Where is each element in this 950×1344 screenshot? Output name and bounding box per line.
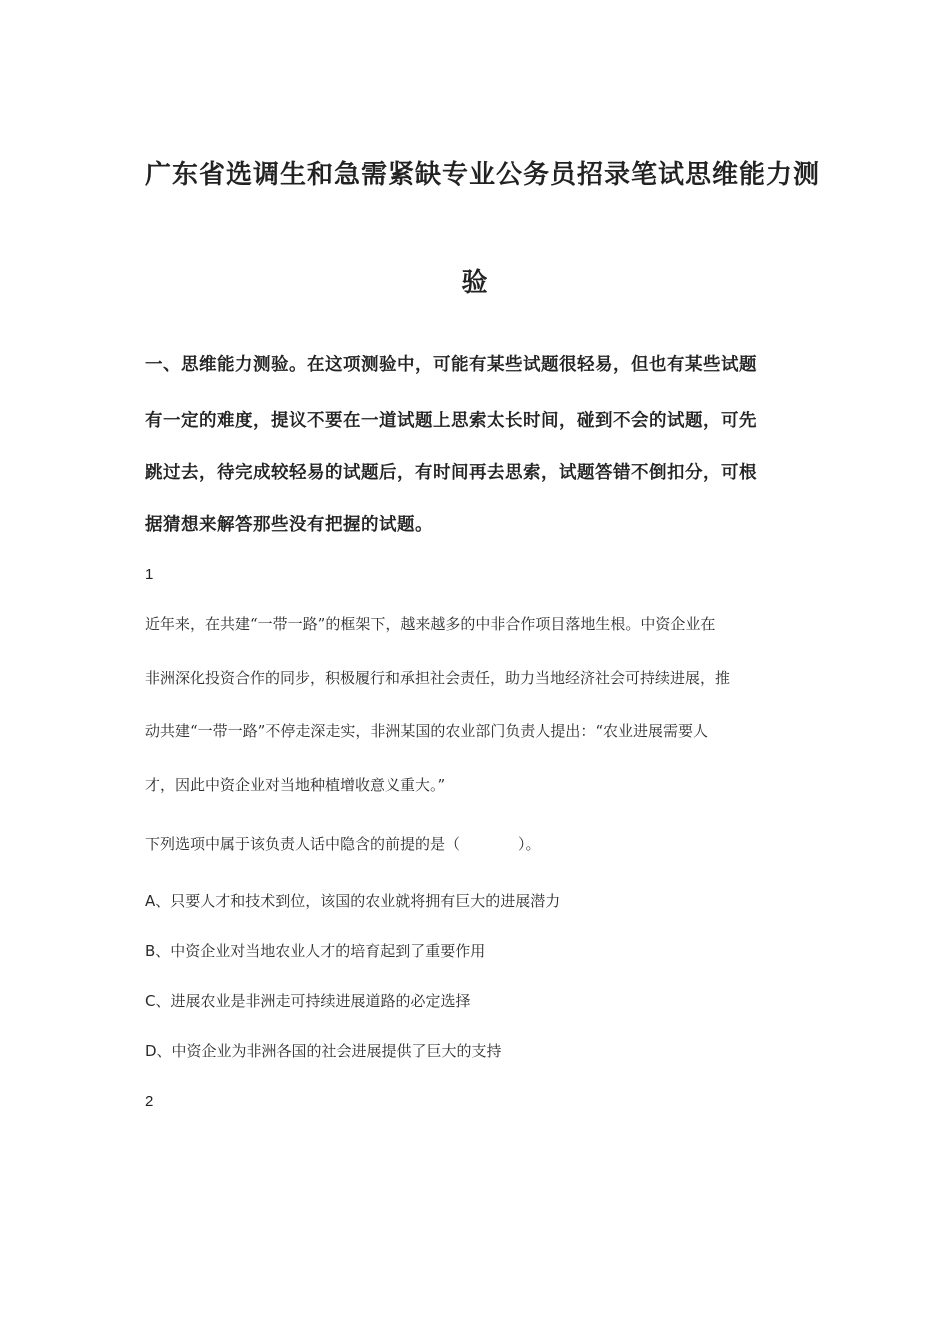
instructions-line-3: 跳过去，待完成较轻易的试题后，有时间再去思索，试题答错不倒扣分，可根 — [145, 463, 757, 483]
question-1-prompt-close: ）。 — [518, 835, 541, 853]
question-1-passage-line-1: 近年来，在共建“一带一路”的框架下，越来越多的中非合作项目落地生根。中资企业在 — [145, 615, 716, 633]
question-1-option-d: D、中资企业为非洲各国的社会进展提供了巨大的支持 — [145, 1042, 502, 1060]
document-title-line-2: 验 — [461, 268, 489, 298]
question-1-passage-line-3: 动共建“一带一路”不停走深走实，非洲某国的农业部门负责人提出：“农业进展需要人 — [145, 722, 709, 740]
question-1-prompt — [145, 834, 805, 854]
question-number-1: 1 — [145, 566, 154, 583]
document-title-line-1: 广东省选调生和急需紧缺专业公务员招录笔试思维能力测 — [145, 160, 821, 190]
question-1-prompt-text: 下列选项中属于该负责人话中隐含的前提的是（ — [145, 835, 461, 853]
instructions-line-4: 据猜想来解答那些没有把握的试题。 — [145, 515, 433, 535]
question-number-2: 2 — [145, 1093, 154, 1110]
instructions-line-2: 有一定的难度，提议不要在一道试题上思索太长时间，碰到不会的试题，可先 — [145, 411, 757, 431]
question-1-option-b: B、中资企业对当地农业人才的培育起到了重要作用 — [145, 942, 486, 960]
question-1-option-c: C、进展农业是非洲走可持续进展道路的必定选择 — [145, 992, 471, 1010]
question-1-passage-line-2: 非洲深化投资合作的同步，积极履行和承担社会责任，助力当地经济社会可持续进展，推 — [145, 669, 731, 687]
question-1-passage-line-4: 才，因此中资企业对当地种植增收意义重大。” — [145, 776, 446, 794]
instructions-line-1: 一、思维能力测验。在这项测验中，可能有某些试题很轻易，但也有某些试题 — [145, 355, 757, 375]
question-1-option-a: A、只要人才和技术到位，该国的农业就将拥有巨大的进展潜力 — [145, 892, 561, 910]
